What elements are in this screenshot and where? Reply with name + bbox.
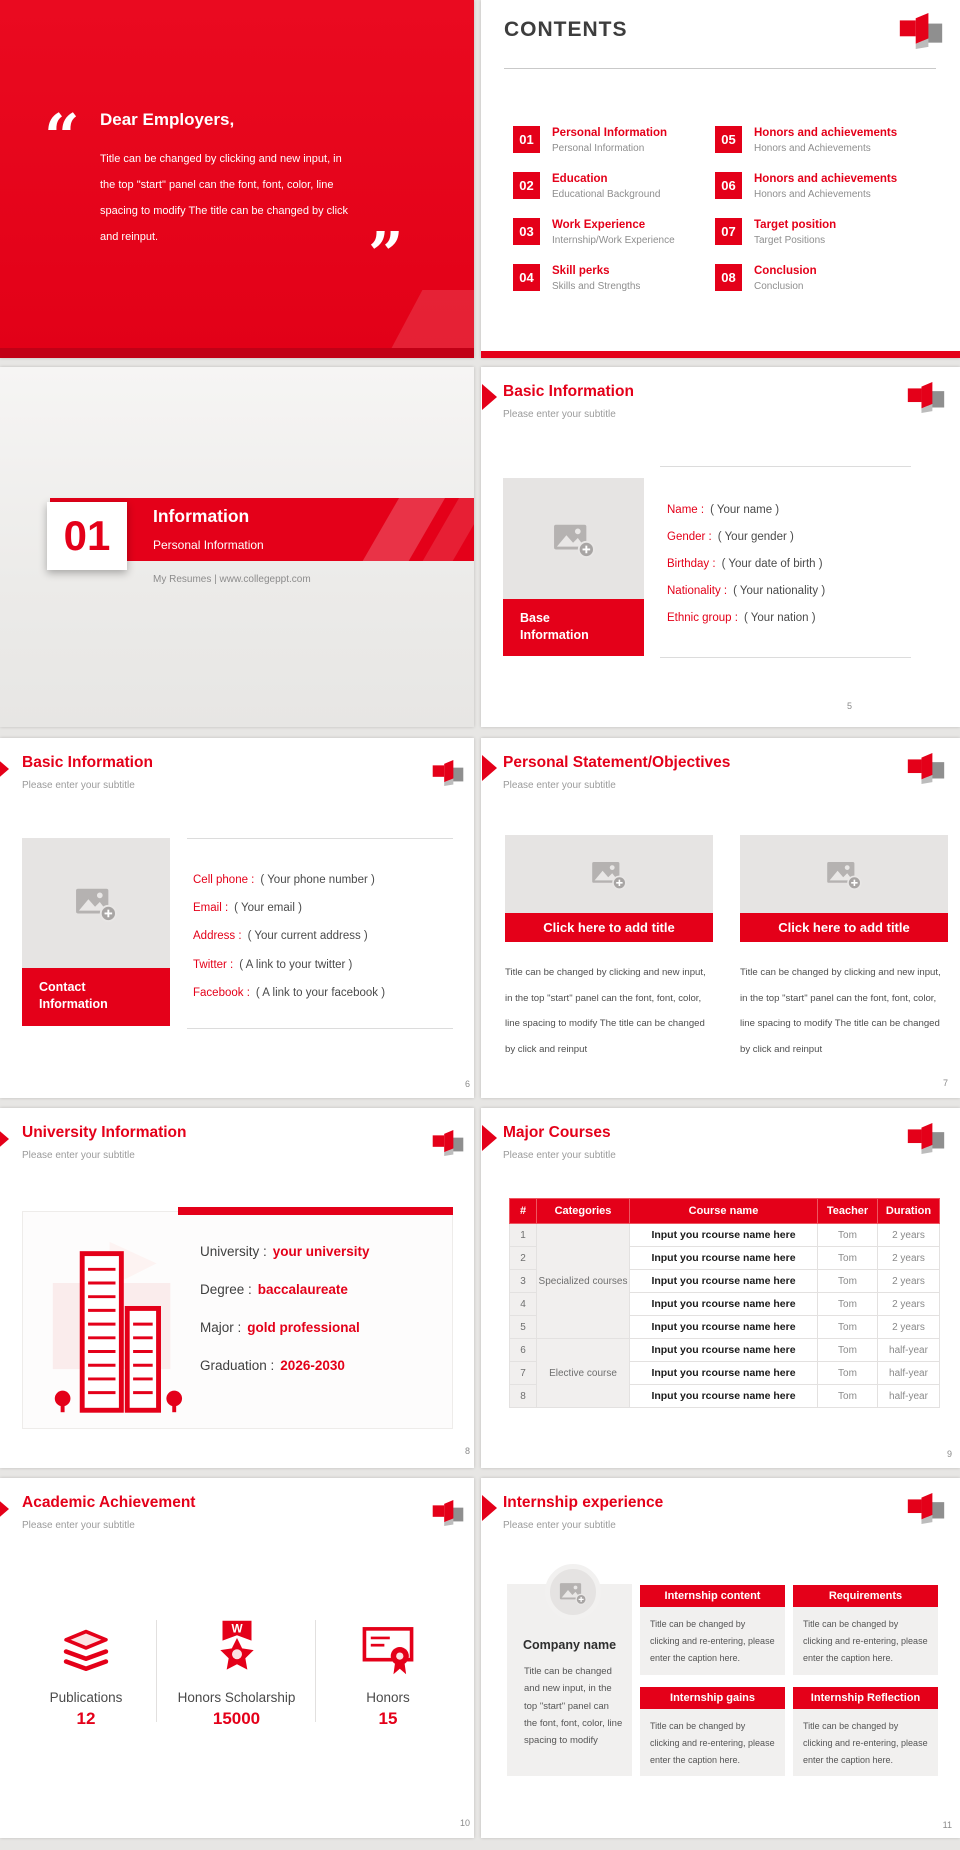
field-label: Cell phone :	[193, 874, 255, 886]
bullet-triangle-icon	[0, 756, 9, 782]
add-title-button[interactable]: Click here to add title	[505, 913, 713, 942]
add-title-button[interactable]: Click here to add title	[740, 913, 948, 942]
field-label: Email :	[193, 902, 229, 914]
field-value: ( Your gender )	[717, 531, 794, 543]
item-number-badge: 08	[715, 264, 742, 291]
bullet-triangle-icon	[0, 1126, 9, 1152]
stat-scholarship	[160, 1616, 313, 1729]
field-label: University :	[200, 1244, 267, 1259]
panel-title-internship-reflection: Internship Reflection	[793, 1687, 938, 1709]
field-label: Ethnic group :	[667, 612, 738, 624]
field-nationality	[667, 585, 825, 597]
cell-course: Input you rcourse name here	[630, 1339, 818, 1362]
slide-subtitle: Please enter your subtitle	[22, 1520, 135, 1531]
cell-duration: 2 years	[878, 1293, 940, 1316]
slide-section-divider[interactable]	[0, 367, 474, 727]
item-number-badge: 03	[513, 218, 540, 245]
books-icon	[57, 1618, 115, 1676]
base-information-card	[503, 599, 644, 656]
field-value: ( A link to your twitter )	[239, 959, 353, 971]
contents-item-05[interactable]	[715, 126, 897, 155]
stat-divider	[315, 1620, 316, 1722]
item-number-badge: 02	[513, 172, 540, 199]
field-label: Degree :	[200, 1282, 252, 1297]
card-line1: Base	[520, 611, 550, 625]
cell-duration: 2 years	[878, 1316, 940, 1339]
slide-title: Basic Information	[503, 383, 634, 400]
slide-contact-information[interactable]	[0, 738, 474, 1098]
item-title: Work Experience	[552, 219, 646, 231]
logo-icon	[431, 1130, 465, 1156]
divider	[660, 657, 911, 658]
panel-body: Title can be changed by clicking and re-entering, please enter the caption here.	[793, 1709, 938, 1776]
field-value: 2026-2030	[280, 1358, 345, 1373]
divider	[660, 466, 911, 467]
slide-major-courses[interactable]	[481, 1108, 960, 1468]
cell-num: 1	[510, 1224, 537, 1247]
quote-close-icon: ”	[368, 218, 404, 291]
field-facebook	[193, 987, 385, 999]
bullet-triangle-icon	[0, 1496, 9, 1522]
item-subtitle: Personal Information	[552, 143, 645, 154]
section-subtitle: Personal Information	[153, 538, 264, 552]
header-duration: Duration	[878, 1199, 940, 1224]
cell-teacher: Tom	[818, 1339, 878, 1362]
section-number: 01	[63, 512, 111, 559]
divider	[187, 1028, 453, 1029]
stat-divider	[156, 1620, 157, 1722]
stat-value: 15	[378, 1709, 398, 1728]
item-title: Honors and achievements	[754, 127, 898, 139]
cell-teacher: Tom	[818, 1270, 878, 1293]
item-subtitle: Conclusion	[754, 281, 804, 292]
cell-course: Input you rcourse name here	[630, 1385, 818, 1408]
slide-title: Academic Achievement	[22, 1494, 196, 1511]
cell-teacher: Tom	[818, 1362, 878, 1385]
cell-course: Input you rcourse name here	[630, 1247, 818, 1270]
page-number: 10	[459, 1818, 470, 1828]
table-header-row	[510, 1199, 940, 1224]
cell-course: Input you rcourse name here	[630, 1362, 818, 1385]
page-number: 8	[464, 1446, 470, 1456]
header-teacher: Teacher	[818, 1199, 878, 1224]
field-value: ( A link to your facebook )	[255, 987, 386, 999]
slide-subtitle: Please enter your subtitle	[503, 409, 616, 420]
image-placeholder-icon	[559, 1580, 587, 1605]
field-value: ( Your name )	[710, 504, 780, 516]
field-value: ( Your date of birth )	[721, 558, 823, 570]
slide-personal-statement[interactable]	[481, 738, 960, 1098]
slide-title: Personal Statement/Objectives	[503, 754, 731, 771]
field-label: Facebook :	[193, 987, 250, 999]
stat-label: Publications	[49, 1690, 123, 1705]
item-number-badge: 05	[715, 126, 742, 153]
slide-subtitle: Please enter your subtitle	[503, 1150, 616, 1161]
cell-course: Input you rcourse name here	[630, 1270, 818, 1293]
cell-duration: 2 years	[878, 1247, 940, 1270]
item-subtitle: Honors and Achievements	[754, 143, 871, 154]
contents-item-08[interactable]	[715, 264, 817, 293]
slide-basic-information[interactable]	[481, 367, 960, 727]
item-title: Honors and achievements	[754, 173, 898, 185]
image-placeholder-icon	[826, 858, 862, 890]
slide-title: Internship experience	[503, 1494, 664, 1511]
slide-title: Basic Information	[22, 754, 153, 771]
cell-duration: 2 years	[878, 1224, 940, 1247]
slide-subtitle: Please enter your subtitle	[22, 780, 135, 791]
header-course-name: Course name	[630, 1199, 818, 1224]
field-gender	[667, 531, 794, 543]
item-subtitle: Internship/Work Experience	[552, 235, 675, 246]
bullet-triangle-icon	[482, 1495, 497, 1521]
slide-title: University Information	[22, 1124, 187, 1141]
contents-item-07[interactable]	[715, 218, 836, 247]
item-title: Education	[552, 173, 608, 185]
item-number-badge: 04	[513, 264, 540, 291]
cover-body-text: Title can be changed by clicking and new input, in the top "start" panel can the font, font, color, line spacing to modify The title can be changed by click and reinput.	[100, 153, 349, 243]
item-subtitle: Honors and Achievements	[754, 189, 871, 200]
contents-item-03[interactable]	[513, 218, 675, 247]
company-photo-placeholder[interactable]	[545, 1564, 601, 1620]
field-label: Name :	[667, 504, 705, 516]
panel-body: Title can be changed by clicking and re-entering, please enter the caption here.	[640, 1709, 785, 1776]
cell-category-group: Specialized courses	[537, 1224, 630, 1339]
cover-deco-shape	[392, 290, 474, 348]
panel-title-internship-gains: Internship gains	[640, 1687, 785, 1709]
cell-num: 4	[510, 1293, 537, 1316]
field-twitter	[193, 959, 352, 971]
courses-table	[509, 1198, 940, 1408]
section-number-card	[47, 502, 127, 570]
logo-icon	[906, 753, 946, 784]
item-subtitle: Skills and Strengths	[552, 281, 641, 292]
logo-icon	[431, 760, 465, 786]
item-subtitle: Educational Background	[552, 189, 661, 200]
section-footer: My Resumes | www.collegeppt.com	[153, 574, 311, 585]
section-title: Information	[153, 506, 250, 526]
logo-icon	[906, 1493, 946, 1524]
field-label: Birthday :	[667, 558, 716, 570]
field-ethnic-group	[667, 612, 816, 624]
cover-bottom-strip	[0, 348, 474, 358]
logo-icon	[897, 13, 945, 49]
item-title: Conclusion	[754, 265, 817, 277]
contents-item-01[interactable]	[513, 126, 667, 155]
slide-subtitle: Please enter your subtitle	[22, 1150, 135, 1161]
stat-value: 15000	[212, 1709, 261, 1728]
field-label: Graduation :	[200, 1358, 275, 1373]
cell-num: 2	[510, 1247, 537, 1270]
statement-body: Title can be changed by clicking and new input, in the top "start" panel can the font, font, color, line spacing to modify The title can be changed by click and reinput	[740, 967, 941, 1055]
field-major	[200, 1320, 360, 1335]
photo-placeholder[interactable]	[505, 835, 713, 913]
stat-label: Honors Scholarship	[177, 1690, 296, 1705]
field-cell-phone	[193, 874, 375, 886]
bullet-triangle-icon	[482, 384, 497, 410]
cell-duration: half-year	[878, 1362, 940, 1385]
cell-teacher: Tom	[818, 1385, 878, 1408]
photo-placeholder[interactable]	[503, 478, 644, 599]
cell-teacher: Tom	[818, 1224, 878, 1247]
stat-label: Honors	[366, 1690, 410, 1705]
building-icon	[37, 1236, 192, 1422]
field-label: Address :	[193, 930, 242, 942]
image-placeholder-icon	[591, 858, 627, 890]
cell-num: 5	[510, 1316, 537, 1339]
field-university	[200, 1244, 370, 1259]
cell-course: Input you rcourse name here	[630, 1316, 818, 1339]
page-number: 9	[946, 1449, 952, 1459]
table-row	[510, 1224, 940, 1247]
field-birthday	[667, 558, 823, 570]
slide-cover-quote[interactable]	[0, 0, 474, 358]
cell-duration: 2 years	[878, 1270, 940, 1293]
field-degree	[200, 1282, 348, 1297]
stat-honors	[318, 1616, 458, 1729]
contents-title: CONTENTS	[504, 18, 628, 41]
field-value: ( Your email )	[234, 902, 302, 914]
quote-open-icon: “	[44, 100, 80, 173]
panel-title-internship-content: Internship content	[640, 1585, 785, 1607]
cell-num: 7	[510, 1362, 537, 1385]
cell-duration: half-year	[878, 1339, 940, 1362]
page-number: 5	[847, 701, 853, 711]
field-value: baccalaureate	[257, 1282, 348, 1297]
item-number-badge: 01	[513, 126, 540, 153]
logo-icon	[431, 1500, 465, 1526]
box-top-accent-bar	[178, 1207, 453, 1215]
page-number: 7	[942, 1078, 948, 1088]
field-label: Nationality :	[667, 585, 728, 597]
page-number: 6	[464, 1079, 470, 1089]
cover-heading: Dear Employers,	[100, 110, 235, 129]
table-row	[510, 1339, 940, 1362]
slide-internship-experience[interactable]	[481, 1478, 960, 1838]
field-value: gold professional	[247, 1320, 360, 1335]
slide-title: Major Courses	[503, 1124, 611, 1141]
cell-num: 3	[510, 1270, 537, 1293]
divider	[187, 838, 453, 839]
panel-body: Title can be changed by clicking and re-entering, please enter the caption here.	[793, 1607, 938, 1675]
company-body: Title can be changed and new input, in the top "start" panel can the font, font, color, line spacing to modify	[524, 1666, 623, 1747]
image-placeholder-icon	[75, 884, 117, 922]
bullet-triangle-icon	[482, 755, 497, 781]
photo-placeholder[interactable]	[22, 838, 170, 968]
contact-information-card	[22, 968, 170, 1026]
cell-num: 8	[510, 1385, 537, 1408]
stat-publications	[18, 1616, 154, 1729]
statement-body: Title can be changed by clicking and new input, in the top "start" panel can the font, font, color, line spacing to modify The title can be changed by click and reinput	[505, 967, 706, 1055]
svg-text:W: W	[230, 1622, 243, 1636]
page-number: 11	[942, 1820, 952, 1830]
slide-subtitle: Please enter your subtitle	[503, 1520, 616, 1531]
cell-category-group: Elective course	[537, 1339, 630, 1408]
header-categories: Categories	[537, 1199, 630, 1224]
panel-body: Title can be changed by clicking and re-entering, please enter the caption here.	[640, 1607, 785, 1675]
item-number-badge: 06	[715, 172, 742, 199]
field-label: Twitter :	[193, 959, 234, 971]
slide-contents[interactable]	[481, 0, 960, 358]
panel-title-requirements: Requirements	[793, 1585, 938, 1607]
item-title: Skill perks	[552, 265, 610, 277]
cell-teacher: Tom	[818, 1316, 878, 1339]
field-value: ( Your nationality )	[733, 585, 826, 597]
cell-teacher: Tom	[818, 1247, 878, 1270]
slide-academic-achievement[interactable]	[0, 1478, 474, 1838]
certificate-icon	[359, 1618, 417, 1676]
item-subtitle: Target Positions	[754, 235, 826, 246]
image-placeholder-icon	[553, 520, 595, 558]
cell-teacher: Tom	[818, 1293, 878, 1316]
cell-course: Input you rcourse name here	[630, 1293, 818, 1316]
stat-value: 12	[76, 1709, 96, 1728]
contents-item-02[interactable]	[513, 172, 660, 201]
field-label: Major :	[200, 1320, 242, 1335]
contents-item-04[interactable]	[513, 264, 640, 293]
logo-icon	[906, 382, 946, 413]
field-address	[193, 930, 368, 942]
contents-footer-bar	[481, 351, 960, 358]
bullet-triangle-icon	[482, 1125, 497, 1151]
field-graduation	[200, 1358, 345, 1373]
contents-item-06[interactable]	[715, 172, 897, 201]
header-num: #	[510, 1199, 537, 1224]
cell-num: 6	[510, 1339, 537, 1362]
medal-icon	[208, 1618, 266, 1676]
field-name	[667, 504, 779, 516]
field-email	[193, 902, 302, 914]
item-title: Target position	[754, 219, 837, 231]
field-label: Gender :	[667, 531, 712, 543]
field-value: ( Your nation )	[743, 612, 816, 624]
card-line2: Information	[520, 628, 589, 642]
item-title: Personal Information	[552, 127, 668, 139]
card-line2: Information	[39, 997, 108, 1011]
slide-university-information[interactable]	[0, 1108, 474, 1468]
cell-duration: half-year	[878, 1385, 940, 1408]
card-line1: Contact	[39, 980, 86, 994]
contents-divider	[504, 68, 936, 69]
slide-subtitle: Please enter your subtitle	[503, 780, 616, 791]
field-value: your university	[272, 1244, 370, 1259]
company-name: Company name	[522, 1638, 617, 1652]
photo-placeholder[interactable]	[740, 835, 948, 913]
logo-icon	[906, 1123, 946, 1154]
field-value: ( Your current address )	[247, 930, 368, 942]
item-number-badge: 07	[715, 218, 742, 245]
cell-course: Input you rcourse name here	[630, 1224, 818, 1247]
field-value: ( Your phone number )	[260, 874, 375, 886]
